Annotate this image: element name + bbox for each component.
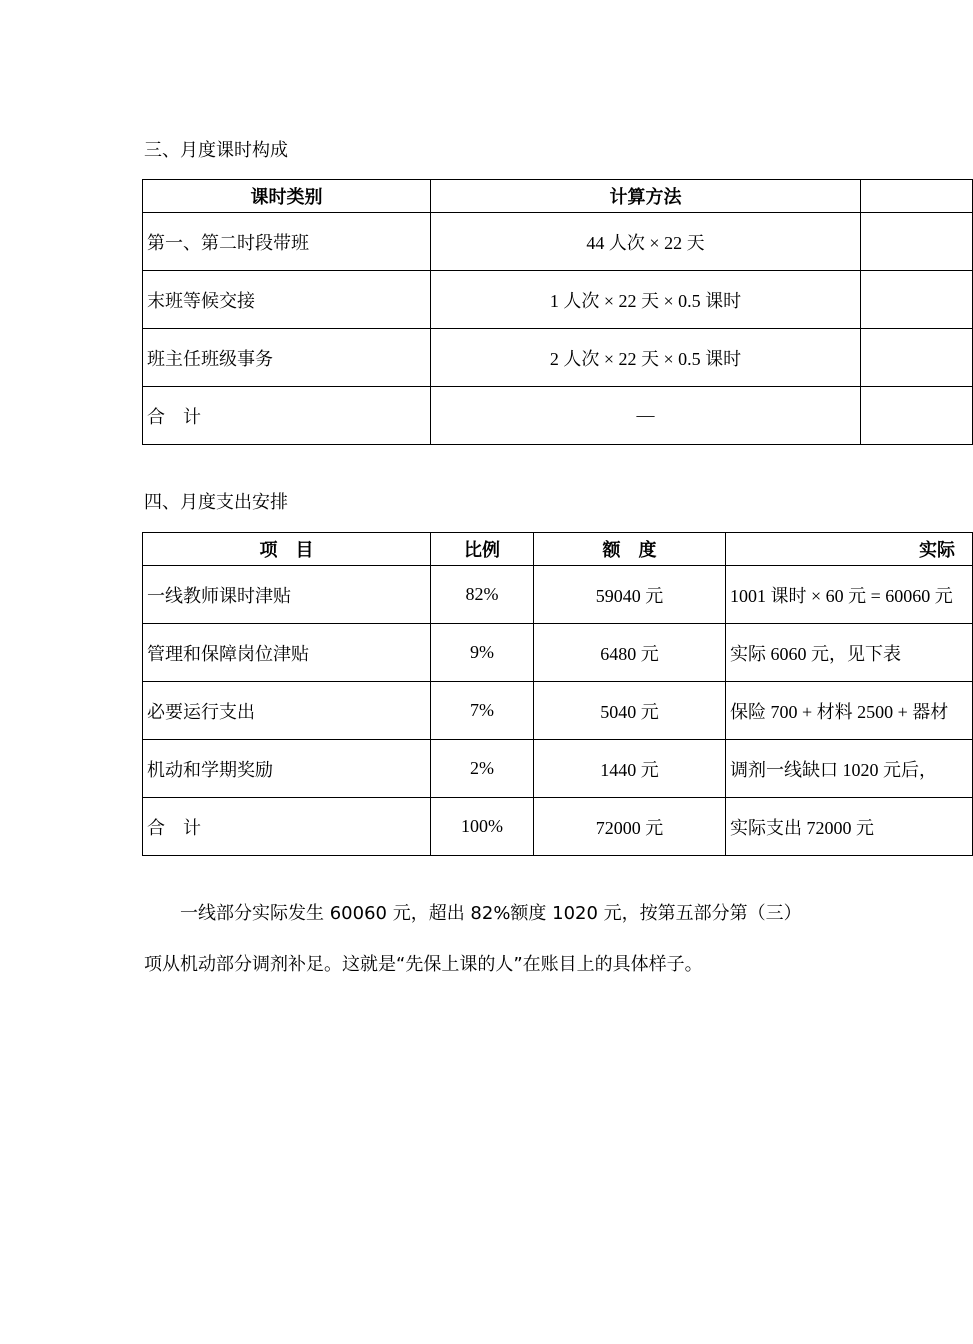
item-cell: 一线教师课时津贴 bbox=[143, 566, 431, 624]
table-row bbox=[143, 566, 973, 624]
ratio-cell: 100% bbox=[431, 798, 534, 856]
category-cell: 第一、第二时段带班 bbox=[143, 213, 431, 271]
actual-cell: 保险 700 + 材料 2500 + 器材 bbox=[726, 682, 973, 740]
ratio-cell: 9% bbox=[431, 624, 534, 682]
method-cell: 44 人次 × 22 天 bbox=[431, 213, 861, 271]
table-row-total bbox=[143, 387, 973, 445]
header-ratio: 比例 bbox=[431, 533, 534, 566]
table-header-row bbox=[143, 180, 973, 213]
amount-cell: 5040 元 bbox=[534, 682, 726, 740]
table-row bbox=[143, 740, 973, 798]
amount-cell: 1440 元 bbox=[534, 740, 726, 798]
ratio-cell: 2% bbox=[431, 740, 534, 798]
expense-table bbox=[142, 532, 973, 856]
category-cell: 合 计 bbox=[143, 387, 431, 445]
method-cell: 1 人次 × 22 天 × 0.5 课时 bbox=[431, 271, 861, 329]
item-cell: 合 计 bbox=[143, 798, 431, 856]
table-row-total bbox=[143, 798, 973, 856]
table-header-row bbox=[143, 533, 973, 566]
method-cell: — bbox=[431, 387, 861, 445]
actual-cell: 实际 6060 元，见下表 bbox=[726, 624, 973, 682]
class-hours-table bbox=[142, 179, 973, 445]
amount-cell: 72000 元 bbox=[534, 798, 726, 856]
header-actual: 实际 bbox=[726, 533, 973, 566]
header-method: 计算方法 bbox=[431, 180, 861, 213]
table-row bbox=[143, 682, 973, 740]
section-4-title: 四、月度支出安排 bbox=[144, 492, 288, 513]
paragraph-line-2: 项从机动部分调剂补足。这就是“先保上课的人”在账目上的具体样子。 bbox=[144, 954, 703, 975]
header-item: 项 目 bbox=[143, 533, 431, 566]
category-cell: 末班等候交接 bbox=[143, 271, 431, 329]
table-row bbox=[143, 329, 973, 387]
actual-cell: 实际支出 72000 元 bbox=[726, 798, 973, 856]
extra-cell bbox=[861, 329, 973, 387]
ratio-cell: 82% bbox=[431, 566, 534, 624]
item-cell: 管理和保障岗位津贴 bbox=[143, 624, 431, 682]
amount-cell: 6480 元 bbox=[534, 624, 726, 682]
item-cell: 必要运行支出 bbox=[143, 682, 431, 740]
extra-cell bbox=[861, 213, 973, 271]
header-amount: 额 度 bbox=[534, 533, 726, 566]
table-row bbox=[143, 213, 973, 271]
extra-cell bbox=[861, 387, 973, 445]
item-cell: 机动和学期奖励 bbox=[143, 740, 431, 798]
actual-cell: 1001 课时 × 60 元 = 60060 元 bbox=[726, 566, 973, 624]
extra-cell bbox=[861, 271, 973, 329]
table-row bbox=[143, 271, 973, 329]
header-category: 课时类别 bbox=[143, 180, 431, 213]
actual-cell: 调剂一线缺口 1020 元后， bbox=[726, 740, 973, 798]
header-extra bbox=[861, 180, 973, 213]
method-cell: 2 人次 × 22 天 × 0.5 课时 bbox=[431, 329, 861, 387]
paragraph-line-1: 一线部分实际发生 60060 元，超出 82%额度 1020 元，按第五部分第（三） bbox=[144, 903, 802, 924]
ratio-cell: 7% bbox=[431, 682, 534, 740]
section-3-title: 三、月度课时构成 bbox=[144, 140, 288, 161]
category-cell: 班主任班级事务 bbox=[143, 329, 431, 387]
amount-cell: 59040 元 bbox=[534, 566, 726, 624]
table-row bbox=[143, 624, 973, 682]
